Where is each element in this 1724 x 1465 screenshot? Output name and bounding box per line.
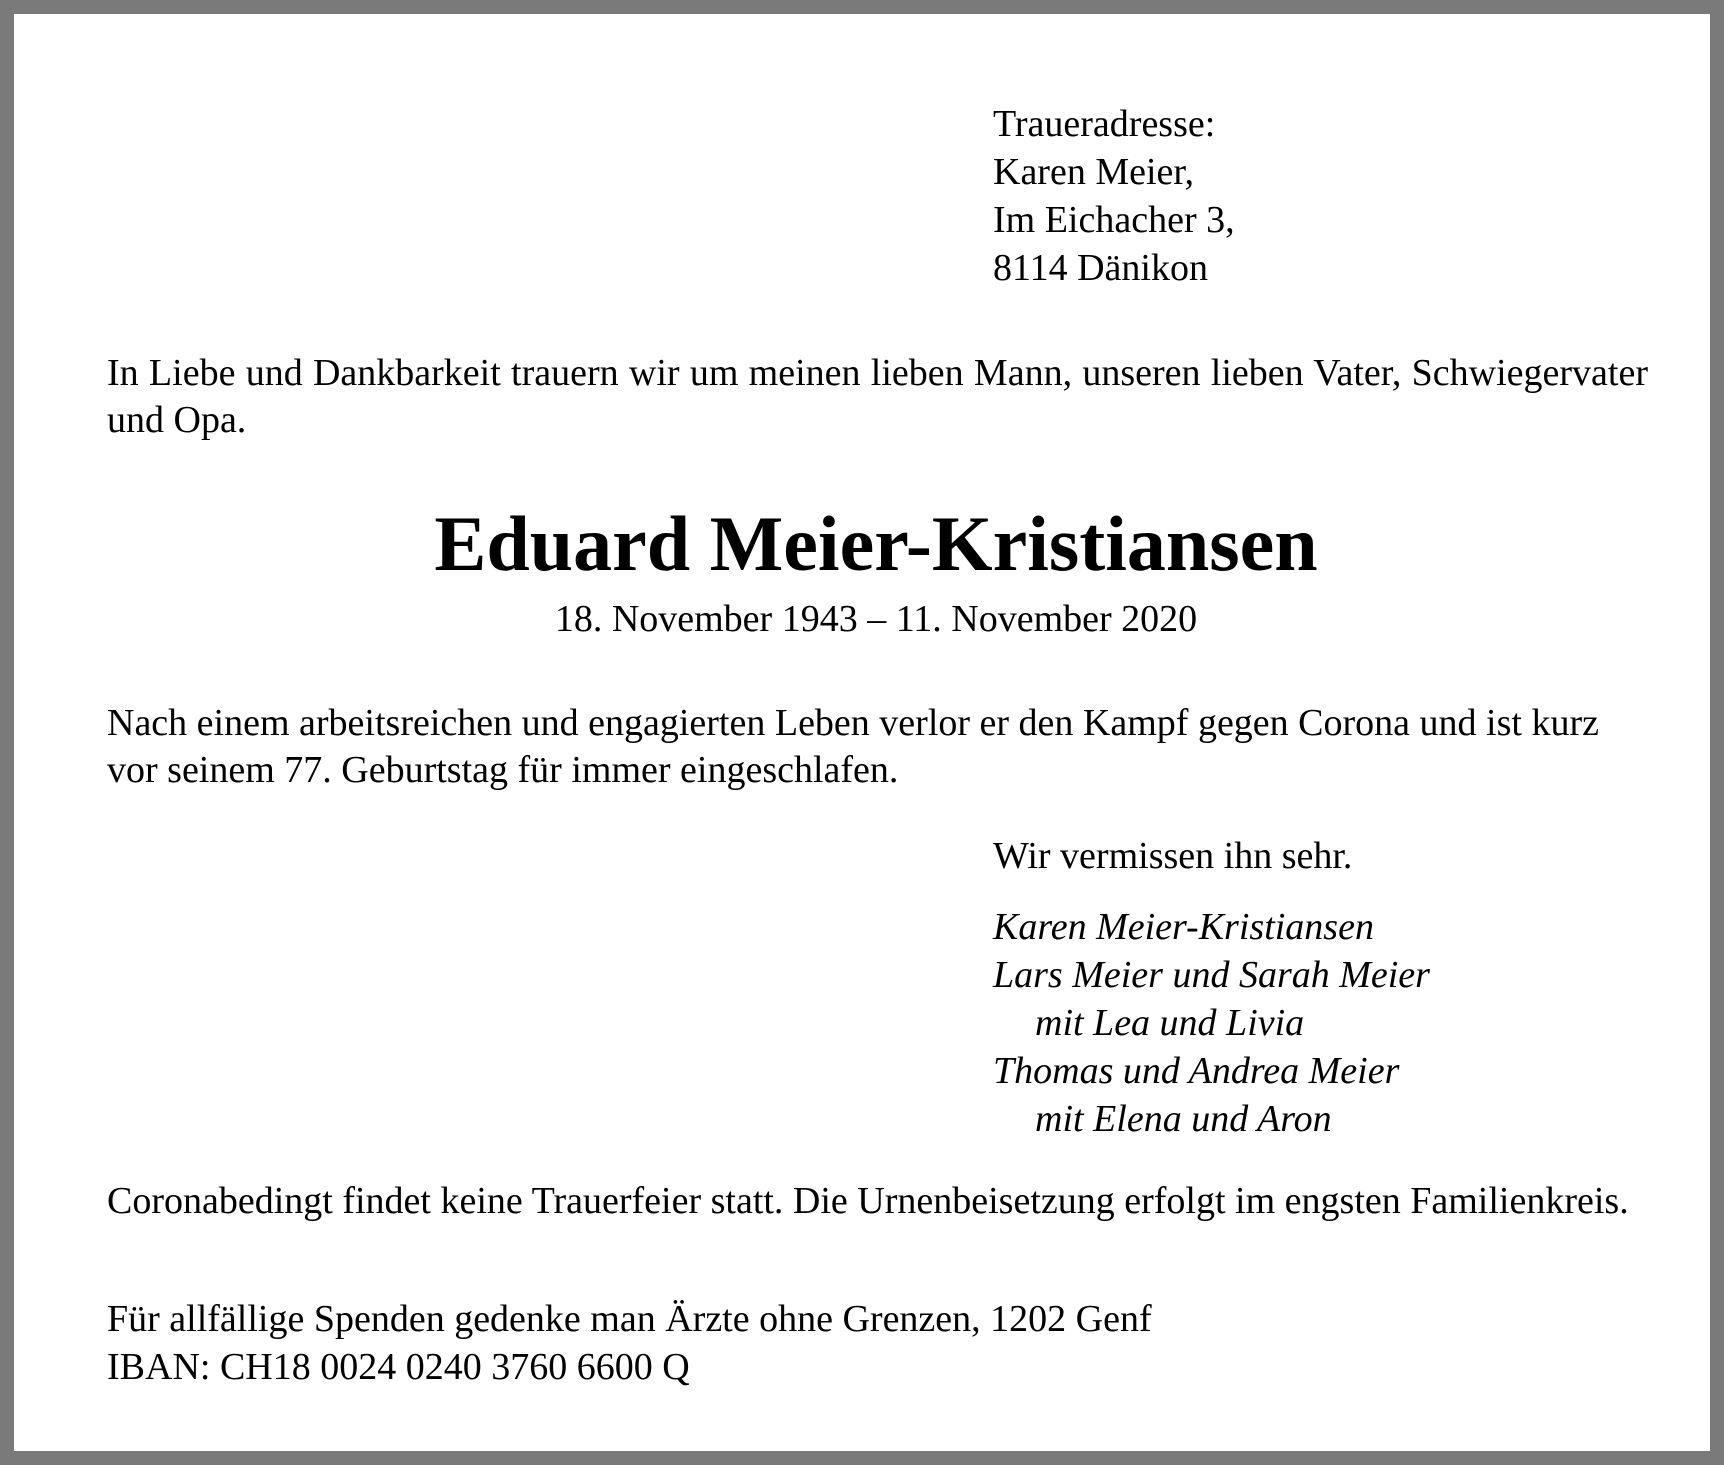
address-city: 8114 Dänikon	[993, 247, 1208, 289]
address-label: Traueradresse:	[993, 103, 1216, 145]
donation-line: Für allfällige Spenden gedenke man Ärzte ohne Grenzen, 1202 Genf	[107, 1298, 1152, 1340]
intro-paragraph: In Liebe und Dankbarkeit trauern wir um meinen lieben Mann, unseren lieben Vater, Schwiegervater und Opa.	[107, 352, 1648, 441]
family-member: mit Elena und Aron	[1035, 1098, 1332, 1140]
family-member: mit Lea und Livia	[1035, 1002, 1305, 1044]
deceased-name: Eduard Meier-Kristiansen	[434, 500, 1318, 587]
life-paragraph: Nach einem arbeitsreichen und engagierten Leben verlor er den Kampf gegen Corona und ist kurz vor seinem 77. Geburtstag für immer eingeschlafen.	[107, 702, 1599, 791]
family-signatures	[993, 903, 1430, 1143]
life-dates: 18. November 1943 – 11. November 2020	[554, 598, 1198, 640]
family-member: Lars Meier und Sarah Meier	[993, 954, 1430, 996]
mourning-address	[993, 100, 1235, 292]
address-street: Im Eichacher 3,	[993, 199, 1235, 241]
miss-line: Wir vermissen ihn sehr.	[993, 835, 1353, 877]
family-member: Thomas und Andrea Meier	[993, 1050, 1400, 1092]
closing-paragraph: Coronabedingt findet keine Trauerfeier statt. Die Urnenbeisetzung erfolgt im engsten Familienkreis.	[107, 1180, 1629, 1222]
address-name: Karen Meier,	[993, 151, 1195, 193]
iban-line: IBAN: CH18 0024 0240 3760 6600 Q	[107, 1346, 690, 1388]
donation-info	[107, 1295, 1152, 1391]
family-member: Karen Meier-Kristiansen	[993, 906, 1374, 948]
